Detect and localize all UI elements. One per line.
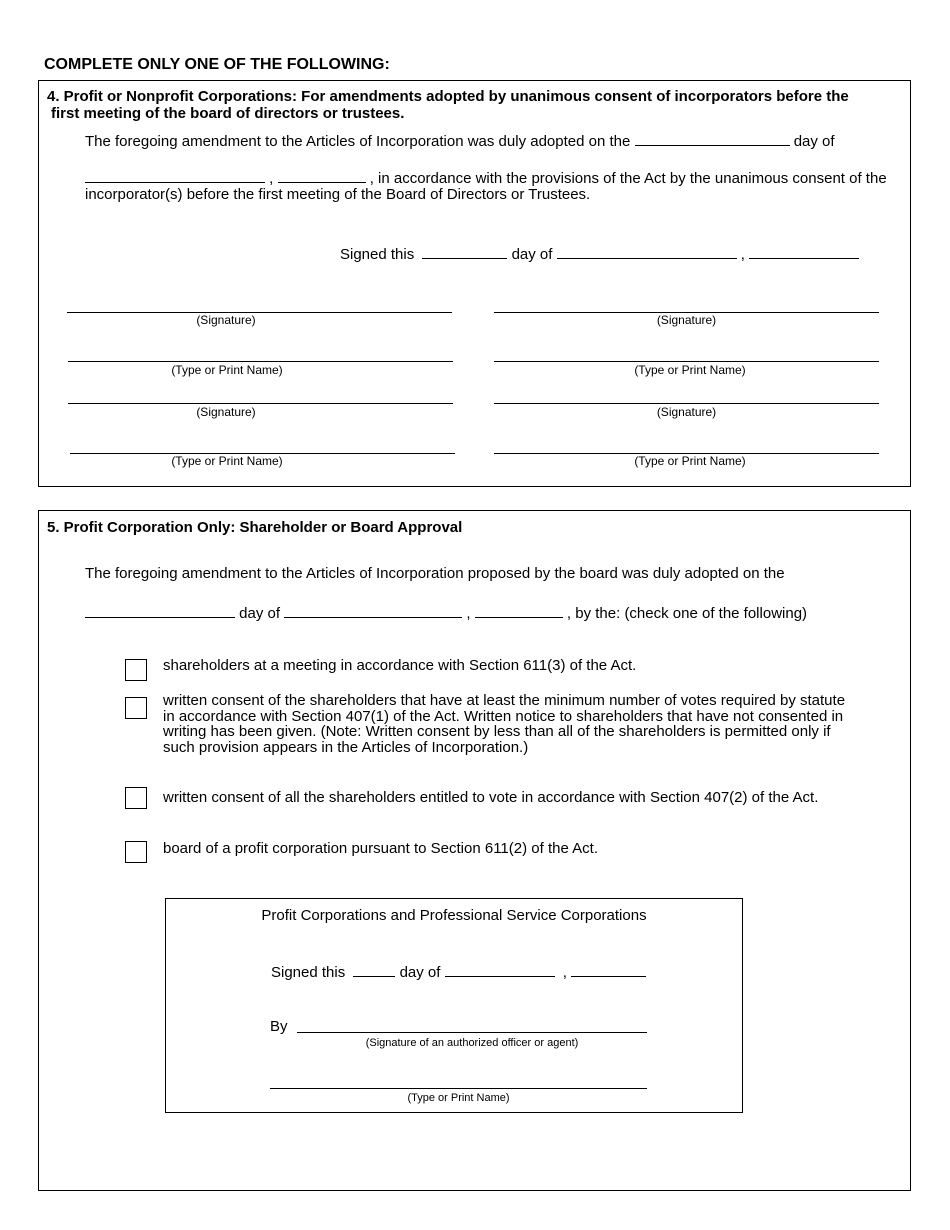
section-4-adoption-text-2: , , in accordance with the provisions of the Act by the unanimous consent of the xyxy=(85,168,887,187)
page-heading: COMPLETE ONLY ONE OF THE FOLLOWING: xyxy=(44,56,390,73)
checkbox-written-consent-all[interactable] xyxy=(125,787,147,809)
section-4-title-line1: 4. Profit or Nonprofit Corporations: For amendments adopted by unanimous consent of incorporators before the xyxy=(47,88,849,105)
signature-line[interactable] xyxy=(68,403,453,404)
section-5-adoption-text: The foregoing amendment to the Articles of Incorporation proposed by the board was duly adopted on the xyxy=(85,565,785,582)
profit-corp-signature-box xyxy=(165,898,743,1113)
adoption-year-field[interactable] xyxy=(278,168,366,183)
inner-signed-day-field[interactable] xyxy=(353,962,395,977)
option-written-consent-minimum: written consent of the shareholders that have at least the minimum number of votes required by statute in accordance with Section 407(1) of the Act. Written notice to shareholders that have not consented in writing has been given. (Note: Written consent by less than all of the shareholders is permitted only if such provision appears in the Articles of Incorporation.) xyxy=(163,692,846,756)
s5-year-field[interactable] xyxy=(475,603,563,618)
officer-signature-label: (Signature of an authorized officer or agent) xyxy=(365,1037,579,1049)
section-4-adoption-text-3: incorporator(s) before the first meeting of the Board of Directors or Trustees. xyxy=(85,186,591,203)
inner-print-name-label: (Type or Print Name) xyxy=(407,1092,510,1104)
checkbox-shareholder-meeting[interactable] xyxy=(125,659,147,681)
by-label: By xyxy=(270,1018,288,1035)
signature-label: (Signature) xyxy=(656,405,717,419)
inner-signed-year-field[interactable] xyxy=(571,962,646,977)
checkbox-board-approval[interactable] xyxy=(125,841,147,863)
inner-print-name-line[interactable] xyxy=(270,1088,647,1089)
section-4-adoption-text: The foregoing amendment to the Articles of Incorporation was duly adopted on the day of xyxy=(85,133,835,150)
option-shareholder-meeting: shareholders at a meeting in accordance with Section 611(3) of the Act. xyxy=(163,657,637,674)
print-name-label: (Type or Print Name) xyxy=(171,454,283,468)
officer-signature-line[interactable] xyxy=(297,1032,647,1033)
inner-signed-line: Signed this day of , xyxy=(271,962,646,981)
option-board-approval: board of a profit corporation pursuant to Section 611(2) of the Act. xyxy=(163,840,598,857)
option-written-consent-all: written consent of all the shareholders entitled to vote in accordance with Section 407(2) of the Act. xyxy=(163,789,819,806)
print-name-line[interactable] xyxy=(494,361,879,362)
signature-label: (Signature) xyxy=(196,313,256,327)
signature-line[interactable] xyxy=(494,403,879,404)
signed-year-field[interactable] xyxy=(749,244,859,259)
section-5-adoption-text-2: day of , , by the: (check one of the following) xyxy=(85,603,807,622)
s5-day-field[interactable] xyxy=(85,603,235,618)
adoption-day-field[interactable] xyxy=(635,131,790,146)
signed-day-field[interactable] xyxy=(422,244,507,259)
s5-month-field[interactable] xyxy=(284,603,462,618)
print-name-line[interactable] xyxy=(68,361,453,362)
inner-box-title: Profit Corporations and Professional Service Corporations xyxy=(261,907,647,924)
section-5-title: 5. Profit Corporation Only: Shareholder or Board Approval xyxy=(47,519,463,536)
adoption-month-field[interactable] xyxy=(85,168,265,183)
section-4-title-line2: first meeting of the board of directors or trustees. xyxy=(51,105,405,122)
signature-label: (Signature) xyxy=(656,313,717,327)
signature-label: (Signature) xyxy=(196,405,256,419)
checkbox-written-consent-minimum[interactable] xyxy=(125,697,147,719)
print-name-label: (Type or Print Name) xyxy=(171,363,283,377)
section-4-signed-line: Signed this day of , xyxy=(340,244,859,263)
inner-signed-month-field[interactable] xyxy=(445,962,555,977)
print-name-label: (Type or Print Name) xyxy=(634,363,746,377)
signed-month-field[interactable] xyxy=(557,244,737,259)
print-name-label: (Type or Print Name) xyxy=(634,454,746,468)
